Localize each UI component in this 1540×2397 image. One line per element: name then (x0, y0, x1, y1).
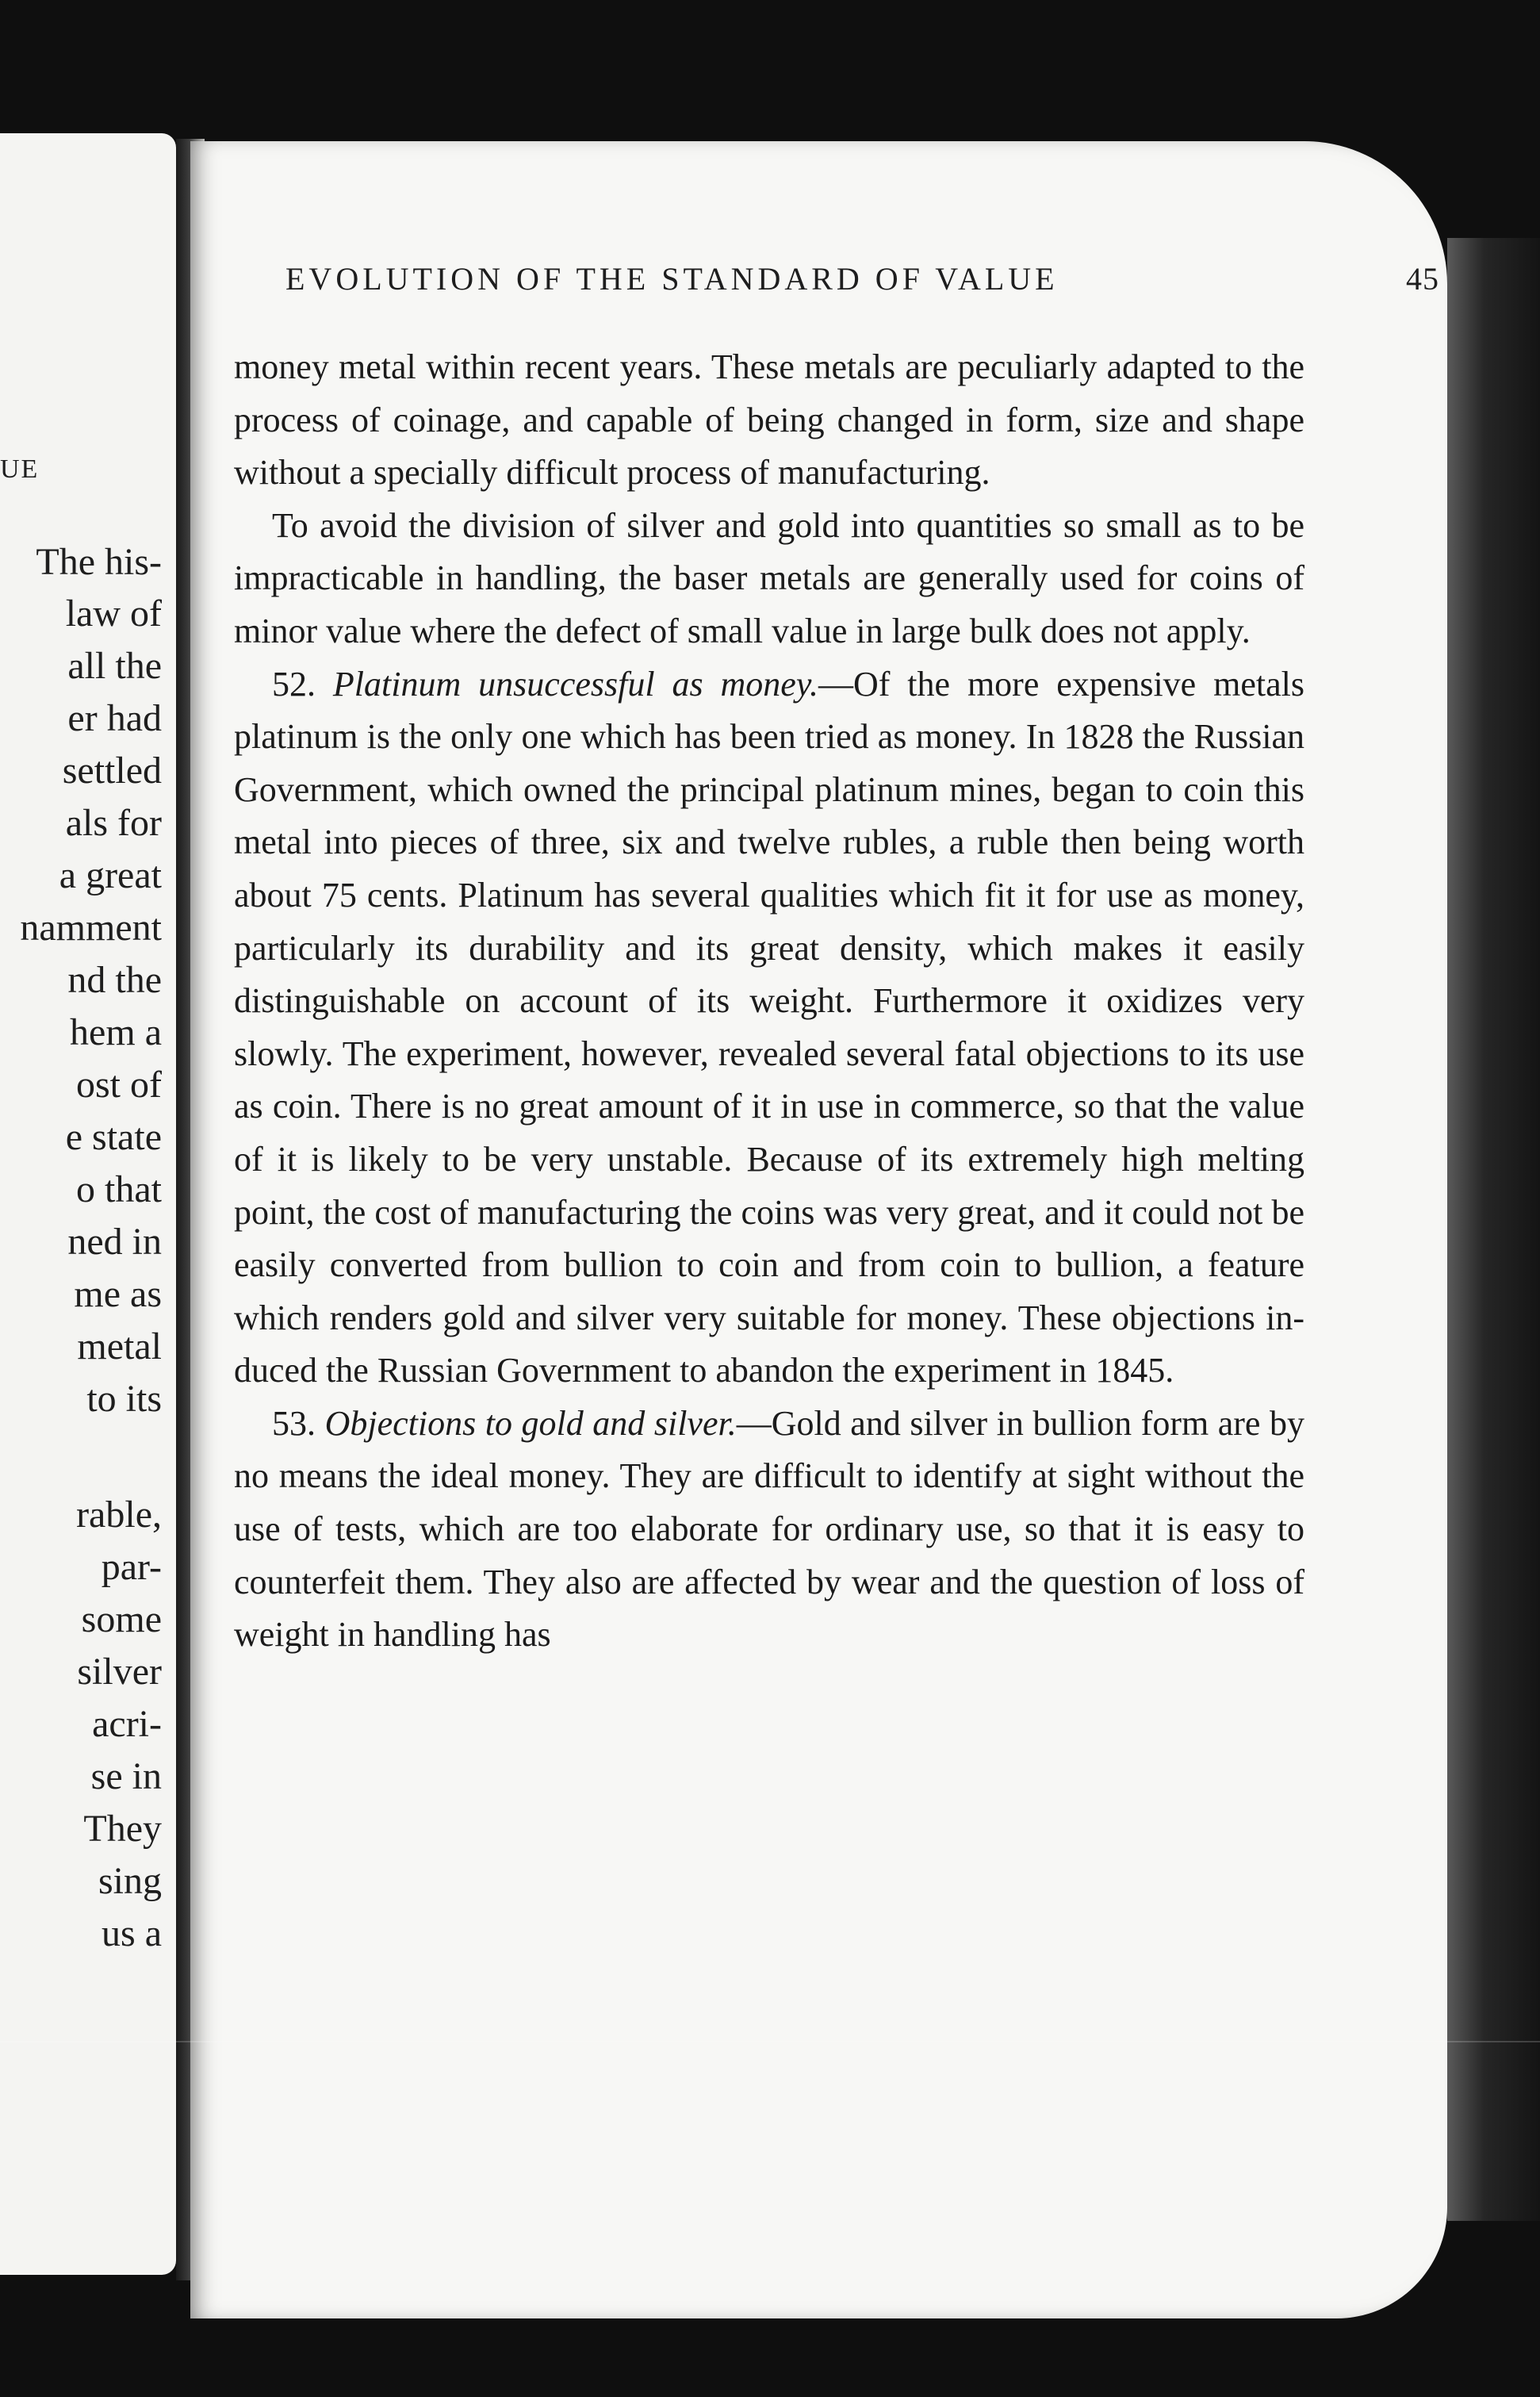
scan-artifact-line (0, 2041, 1540, 2042)
previous-page-text-fragment: ned in (67, 1221, 162, 1263)
running-head-title: EVOLUTION OF THE STANDARD OF VALUE (285, 261, 1059, 297)
book-page (190, 141, 1447, 2318)
section-53 (234, 1398, 1304, 1662)
page-edge-shadow (1447, 238, 1540, 2221)
previous-page-text-fragment: silver (77, 1651, 162, 1693)
previous-page-text-fragment: namment (20, 907, 162, 949)
section-title: Objections to gold and silver. (324, 1403, 737, 1443)
previous-page-text-fragment: e state (65, 1116, 162, 1158)
previous-page-text-fragment: settled (62, 750, 162, 792)
previous-page-text-fragment: law of (65, 593, 162, 635)
section-title: Platinum unsuccessful as money. (332, 664, 818, 704)
previous-page (0, 133, 176, 2275)
previous-page-text-fragment: The his- (36, 541, 162, 583)
section-text: —Gold and silver in bullion form are by no means the ideal money. They are difficult to identify at sight without the use of tests, which are too elaborate for ordinary use, so that it is easy to counterfeit them. They also are affected by wear and the question of loss of weight in handling has (234, 1403, 1305, 1655)
section-text: —Of the more expensive metals platinum is the only one which has been tried as money. In 1828 the Russian Government, which owned the principal platinum mines, began to coin this metal into pieces of three, six and twelve rubles, a ruble then being worth about 75 cents. Platinum has several qualities which fit it for use as money, particularly its durability and its great density, which makes it easily distinguishable on account of its weight. Furthermore it oxidizes very slowly. The experiment, however, revealed several fatal objections to its use as coin. There is no great amount of it in use in commerce, so that the value of it is likely to be very unstable. Because of its extremely high melting point, the cost of manufacturing the coins was very great, and it could not be easily converted from bullion to coin and from coin to bullion, a feature which renders gold and silver very suitable for money. These objections induced the Russian Government to abandon the experiment in 1845. (234, 664, 1304, 1390)
previous-page-text-fragment: rable, (76, 1494, 162, 1536)
page-body (234, 341, 1304, 1662)
previous-page-text-fragment: er had (67, 697, 162, 739)
section-number: 53. (272, 1403, 316, 1443)
previous-page-text-fragment: par- (101, 1546, 162, 1588)
previous-page-text-fragment: o that (76, 1168, 162, 1210)
paragraph-continued: money metal within recent years. These metals are peculiarly adapted to the process of coinage, and capable of being changed in form, size and shape without a specially difficult process of manufacturing. (234, 347, 1304, 493)
section-52 (234, 658, 1304, 1398)
previous-page-text-fragment: sing (98, 1860, 162, 1902)
previous-page-text-fragment: hem a (70, 1011, 162, 1053)
previous-page-text-fragment: us a (102, 1912, 162, 1954)
previous-page-text-fragment: ost of (76, 1064, 162, 1106)
page-number: 45 (1406, 261, 1439, 297)
previous-page-text-fragment: acri- (92, 1703, 162, 1745)
previous-page-text-fragment: nd the (67, 959, 162, 1001)
previous-page-text-fragment: se in (90, 1755, 162, 1797)
previous-page-text-fragment: to its (86, 1378, 162, 1420)
previous-page-text-fragment: UE (0, 454, 40, 484)
running-head (285, 260, 1439, 297)
section-number: 52. (272, 664, 316, 704)
previous-page-text-fragment: als for (65, 802, 162, 844)
previous-page-text-fragment: a great (59, 854, 162, 896)
previous-page-text-fragment: some (81, 1598, 162, 1640)
previous-page-text-fragment: all the (67, 645, 162, 687)
previous-page-text-fragment: metal (77, 1325, 162, 1367)
previous-page-text-fragment: They (83, 1808, 162, 1850)
previous-page-text-fragment: me as (74, 1273, 162, 1315)
paragraph-baser-metals: To avoid the division of silver and gold into quantities so small as to be impracticable in handling, the baser metals are generally used for coins of minor value where the defect of small value in large bulk does not apply. (234, 505, 1304, 650)
